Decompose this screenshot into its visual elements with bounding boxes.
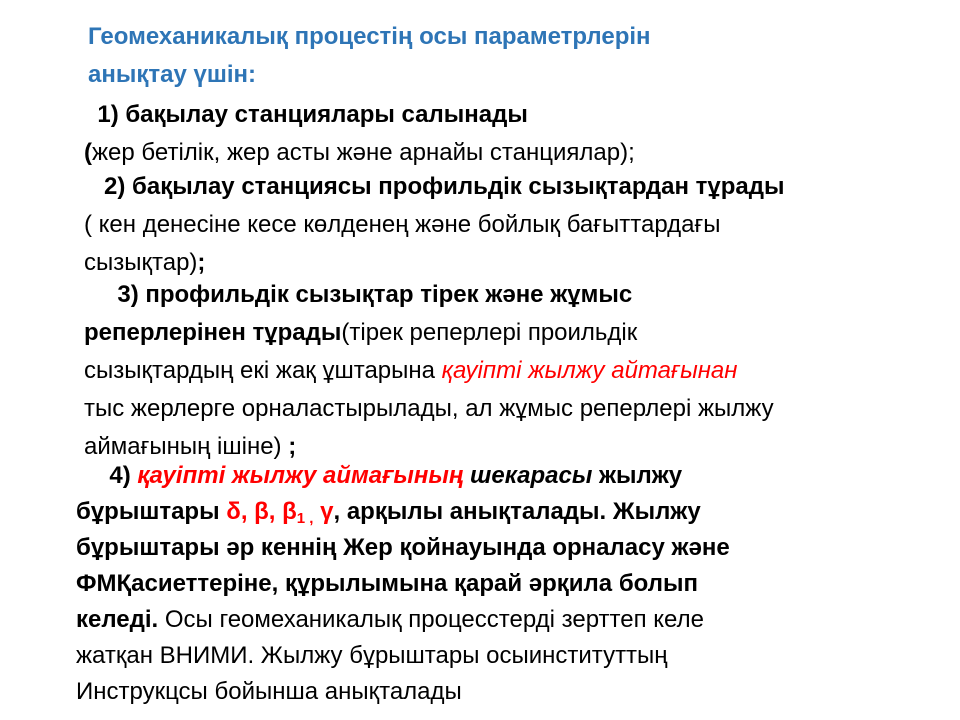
item-3-text-4: аймағының ішіне) bbox=[84, 433, 289, 460]
item-1-line-2 bbox=[84, 134, 635, 172]
item-3-line-1 bbox=[84, 276, 774, 314]
item-3-bold-2: реперлерінен тұрады bbox=[84, 319, 342, 346]
item-4-line-4-text: ФМҚасиеттеріне, құрылымына қарай әрқила болып bbox=[76, 570, 698, 597]
item-3 bbox=[84, 276, 774, 466]
item-4-line-2-post: , арқылы анықталады. Жылжу bbox=[333, 498, 701, 525]
item-3-text-2: сызықтардың екі жақ ұштарына bbox=[84, 357, 442, 384]
item-4-line-5-rest: Осы геомеханикалық процесстерді зерттеп келе bbox=[158, 606, 704, 633]
item-4-sub-wrap bbox=[297, 498, 314, 525]
item-2-semicolon: ; bbox=[197, 249, 206, 276]
item-1-rest: салынады bbox=[401, 101, 528, 128]
item-3-line-3 bbox=[84, 352, 774, 390]
item-4-italic: шекарасы bbox=[470, 462, 593, 489]
title-block bbox=[88, 18, 651, 94]
item-4-bold-tail: жылжу bbox=[592, 462, 683, 489]
item-4-line-2 bbox=[76, 494, 730, 530]
item-2 bbox=[84, 168, 784, 282]
item-1-label: 1) бақылау станциялары bbox=[97, 101, 402, 128]
item-1-line-1 bbox=[84, 96, 635, 134]
item-1 bbox=[84, 96, 635, 172]
item-4-line-2-pre: бұрыштары bbox=[76, 498, 227, 525]
title-line-1: Геомеханикалық процестің осы параметрлерін bbox=[88, 23, 651, 50]
item-2-text-2: сызықтар) bbox=[84, 249, 198, 276]
item-4-line-3-text: бұрыштары әр кеннің Жер қойнауында орналасу және bbox=[76, 534, 730, 561]
item-2-label: 2) бақылау станциясы профильдік сызықтардан тұрады bbox=[104, 173, 785, 200]
item-4-line-3 bbox=[76, 530, 730, 566]
item-4-line-4 bbox=[76, 566, 730, 602]
item-4-red-phrase: қауіпті жылжу аймағының bbox=[137, 462, 471, 489]
item-4-num: 4) bbox=[109, 462, 138, 489]
item-3-line-2 bbox=[84, 314, 774, 352]
item-4-greek: δ, β, β bbox=[226, 498, 297, 525]
item-3-semicolon: ; bbox=[288, 433, 297, 460]
item-3-red-text: қауіпті жылжу айтағынан bbox=[441, 357, 738, 384]
item-4-line-6: жатқан ВНИМИ. Жылжу бұрыштары осыинституттың bbox=[76, 642, 668, 669]
item-4 bbox=[76, 458, 730, 710]
item-3-text-1: (тірек реперлері проильдік bbox=[341, 319, 638, 346]
item-4-line-5-bold: келеді. bbox=[76, 606, 159, 633]
item-4-gamma: γ bbox=[313, 498, 334, 525]
item-3-label: 3) профильдік сызықтар тірек және жұмыс bbox=[117, 281, 633, 308]
title-line-2: анықтау үшін: bbox=[88, 61, 256, 88]
item-2-line-1 bbox=[84, 168, 784, 206]
item-4-line-1 bbox=[76, 458, 730, 494]
item-4-sub: 1 , bbox=[296, 510, 314, 527]
item-1-paren: ( bbox=[84, 139, 92, 166]
item-1-paren-text: жер бетілік, жер асты және арнайы станциялар); bbox=[92, 139, 635, 166]
item-4-line-5 bbox=[76, 602, 730, 638]
item-4-line-7: Инструкцсы бойынша анықталады bbox=[76, 678, 462, 705]
item-3-line-4: тыс жерлерге орналастырылады, ал жұмыс реперлері жылжу bbox=[84, 395, 774, 422]
item-2-line-2: ( кен денесіне кесе көлденең және бойлық бағыттардағы bbox=[84, 211, 721, 238]
